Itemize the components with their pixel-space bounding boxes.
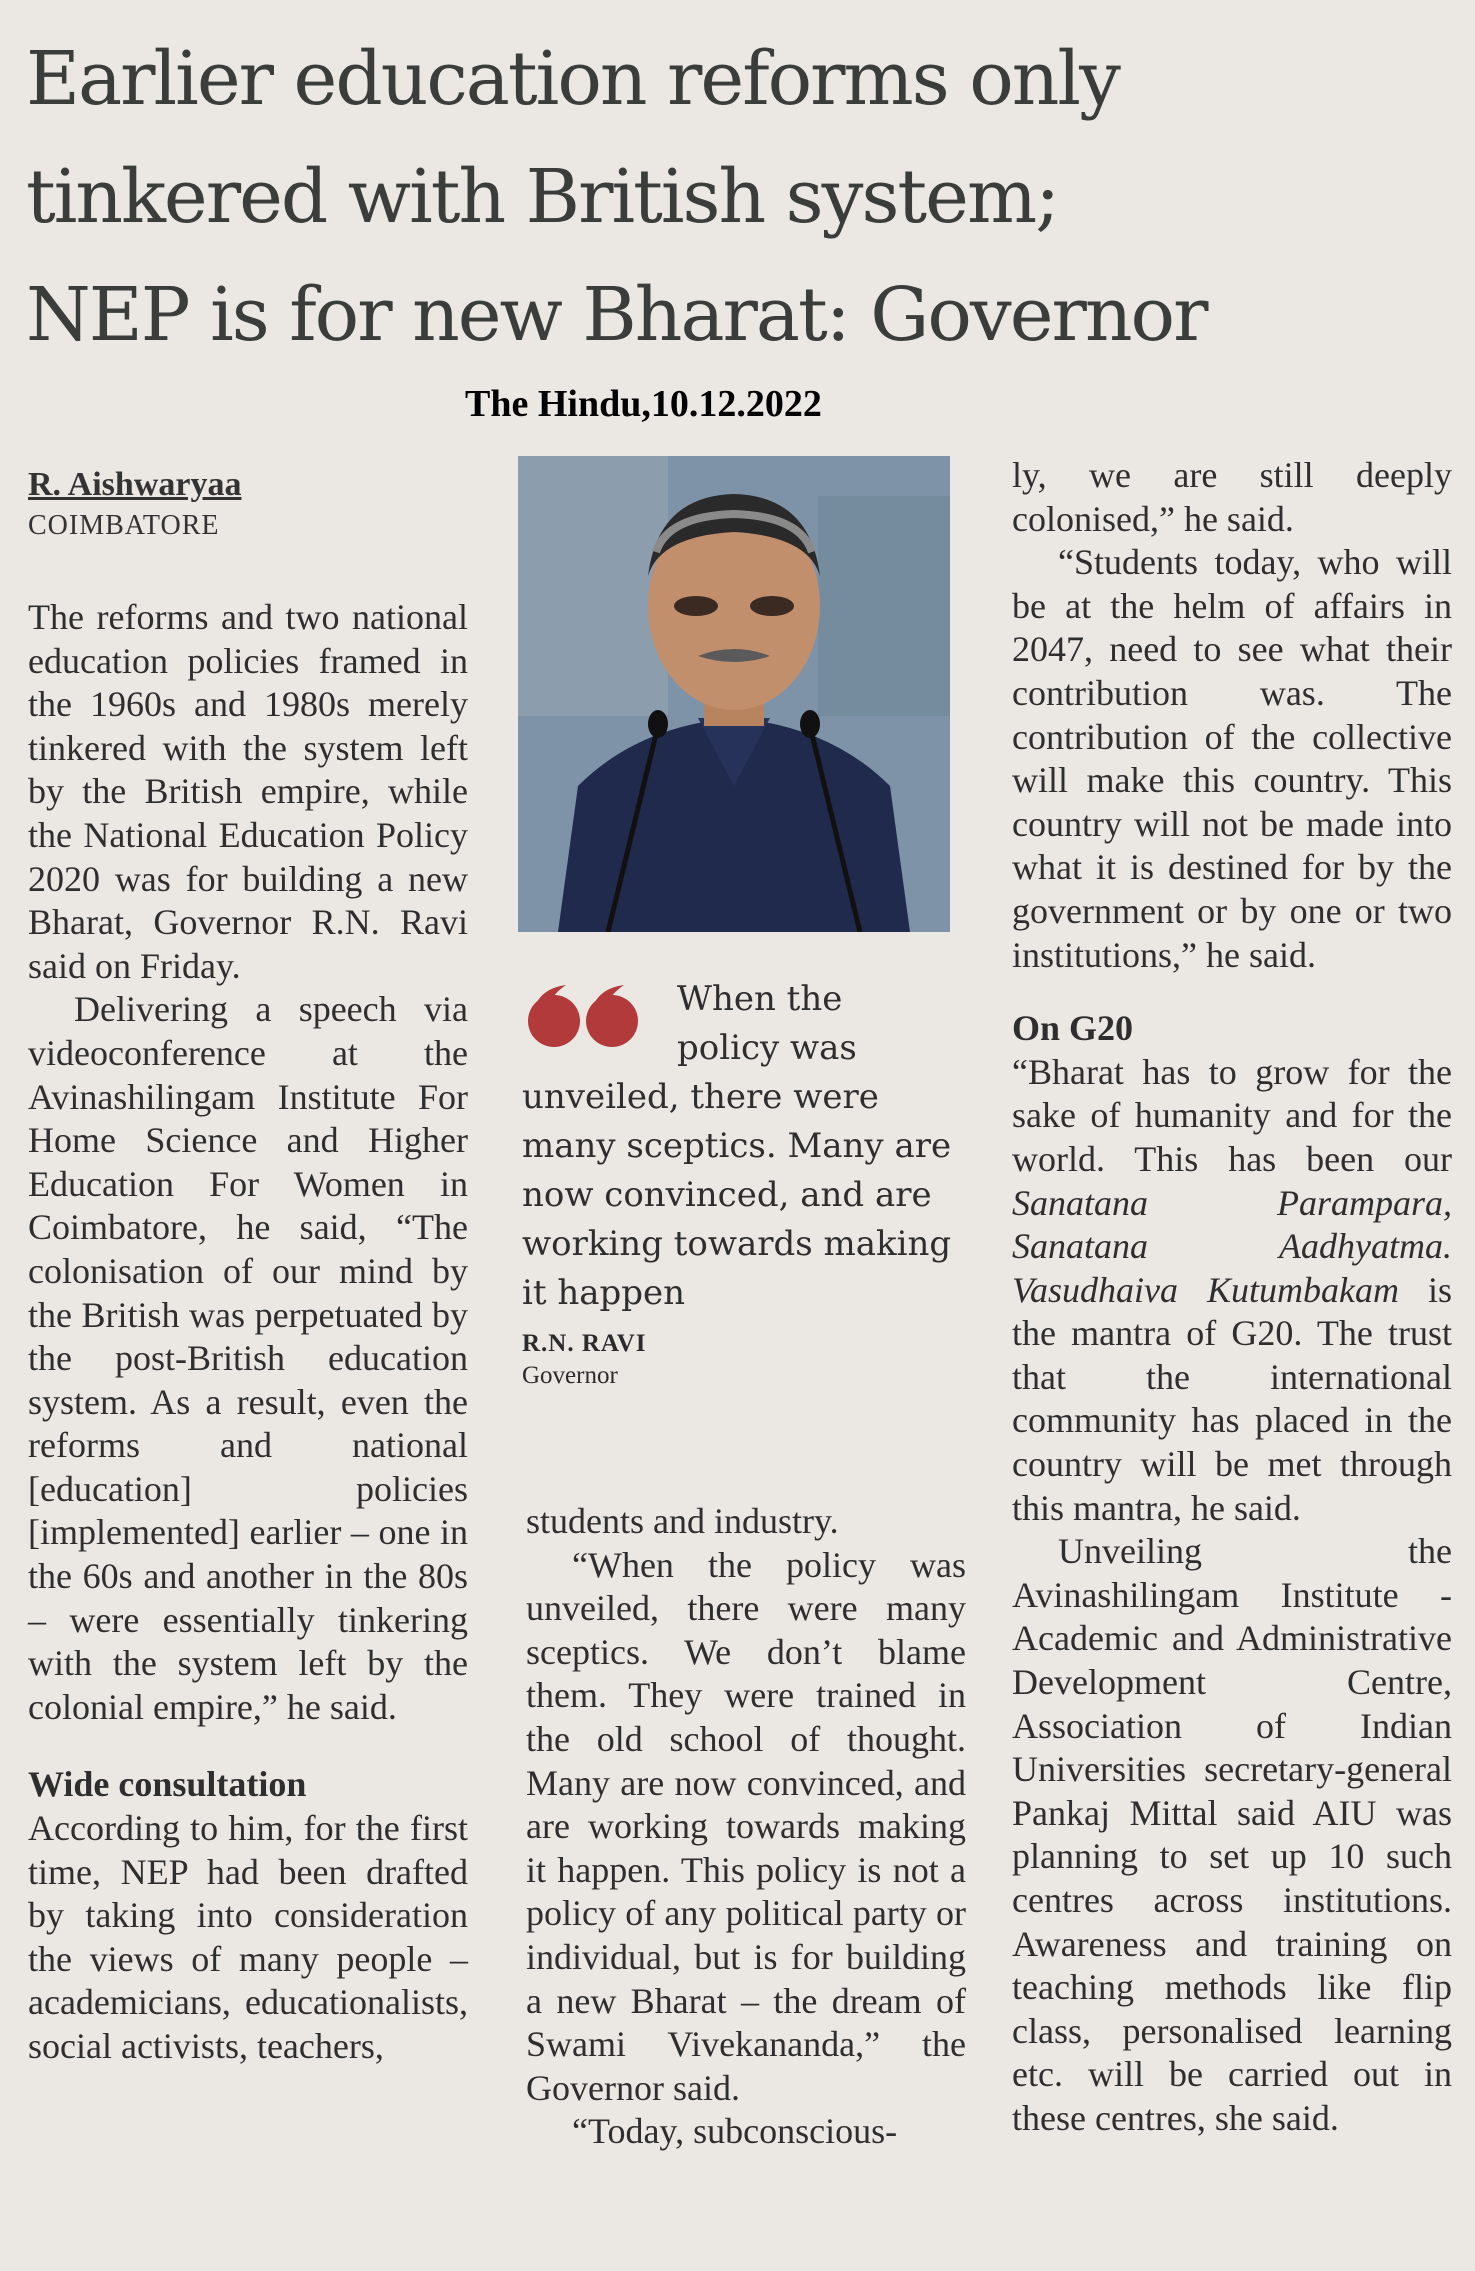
paragraph-italic: Sanatana Parampara, Sanatana Aadhyatma. Vasudhaiva Kutumbakam [1012,1182,1452,1310]
source-tag: The Hindu,10.12.2022 [465,383,822,425]
paragraph [1012,1051,1452,1531]
article-column-3 [1012,454,1452,2141]
governor-photo [518,456,950,932]
byline-author: R. Aishwaryaa [28,466,242,503]
article-column-1 [28,596,468,2069]
headline-line-3: NEP is for new Bharat: Governor [26,272,1207,358]
pull-quote-name: R.N. RAVI [522,1330,647,1357]
paragraph: According to him, for the first time, NEP had been drafted by taking into consideration the views of many people – academicians, educationalists, social activists, teachers, [28,1808,468,2066]
pull-quote-rest: policy was unveiled, there were many sceptics. Many are now convinced, and are working towards making it happen [522,1028,952,1313]
paragraph: “When the policy was unveiled, there were many sceptics. We don’t blame them. They were trained in the old school of thought. Many are now convinced, and are working towards making it happen. This policy is not a policy of any political party or individual, but is for building a new Bharat – the dream of Swami Vivekananda,” the Governor said. [526,1544,966,2108]
article-column-2 [526,1500,966,2154]
paragraph: ly, we are still deeply colonised,” he said. [1012,455,1452,539]
paragraph: “Students today, who will be at the helm of affairs in 2047, need to see what their contribution was. The contribution of the collective will make this country. This country will not be made into what it is destined for by the government or by one or two institutions,” he said. [1012,542,1452,975]
pull-quote-role: Governor [522,1362,618,1389]
paragraph: The reforms and two national education policies framed in the 1960s and 1980s merely tinkered with the system left by the British empire, while the National Education Policy 2020 was for building a new Bharat, Governor R.N. Ravi said on Friday. [28,597,468,986]
headline [26,20,1466,374]
subhead-on-g20: On G20 [1012,1008,1134,1049]
paragraph-part: is the mantra of G20. The trust that the international community has placed in the country will be met through this mantra, he said. [1012,1269,1452,1528]
paragraph: Unveiling the Avinashilingam Institute - Academic and Administrative Development Centre, Association of Indian Universities secretary-general Pankaj Mittal said AIU was planning to set up 10 such centres across institutions. Awareness and training on teaching methods like flip class, personalised learning etc. will be carried out in these centres, she said. [1012,1531,1452,2138]
byline-dateline: COIMBATORE [28,510,220,541]
byline [28,466,241,542]
headline-line-2: tinkered with British system; [26,154,1059,240]
paragraph: students and industry. [526,1501,839,1541]
headline-line-1: Earlier education reforms only [26,36,1119,122]
pull-quote [522,975,962,1390]
quote-mark-icon [526,983,644,1053]
governor-portrait-illustration [518,456,950,932]
subhead-wide-consultation: Wide consultation [28,1764,307,1805]
paragraph-part: “Bharat has to grow for the sake of humanity and for the world. This has been our [1012,1051,1452,1179]
paragraph: Delivering a speech via videoconference at the Avinashilingam Institute For Home Science and Higher Education For Women in Coimbatore, he said, “The colonisation of our mind by the British was perpetuated by the post-British education system. As a result, even the reforms and national [education] policies [implemented] earlier – one in the 60s and another in the 80s – were essentially tinkering with the system left by the colonial empire,” he said. [28,989,468,1727]
pull-quote-first-line: When the [677,979,843,1019]
pull-quote-attribution [522,1330,962,1390]
paragraph: “Today, subconscious- [572,2111,898,2152]
